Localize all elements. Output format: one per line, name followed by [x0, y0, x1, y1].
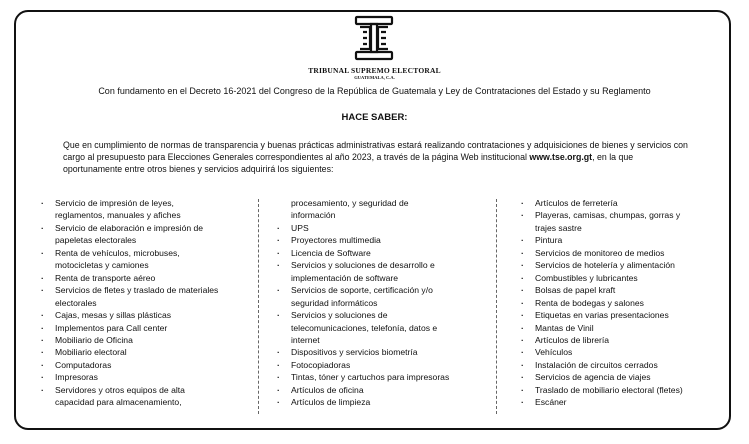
list-item: seguridad informáticos — [291, 297, 378, 308]
list-item: · Servicios de monitoreo de medios — [521, 247, 721, 259]
list-item: · Artículos de librería — [521, 334, 721, 346]
list-item: · Mobiliario electoral — [41, 346, 251, 358]
list-item: telecomunicaciones, telefonía, datos e — [291, 322, 438, 333]
list-item: motocicletas y camiones — [55, 260, 149, 271]
list-item: · UPS — [277, 222, 489, 234]
list-item: · Vehículos — [521, 346, 721, 358]
org-location: GUATEMALA, C.A. — [354, 75, 395, 80]
list-item: · Etiquetas en varias presentaciones — [521, 309, 721, 321]
list-item: · Tintas, tóner y cartuchos para impresoras — [277, 371, 489, 383]
list-item: capacidad para almacenamiento, — [55, 397, 182, 408]
items-column-3 — [521, 197, 721, 409]
list-item: papeletas electorales — [55, 235, 137, 246]
list-item: · Servicios y soluciones de — [277, 309, 489, 321]
list-item: · Pintura — [521, 234, 721, 246]
list-item: procesamiento, y seguridad de — [291, 198, 409, 208]
list-item: información — [291, 210, 336, 221]
list-item: · Playeras, camisas, chumpas, gorras y — [521, 209, 721, 221]
list-item: · Mantas de Vinil — [521, 322, 721, 334]
org-name: TRIBUNAL SUPREMO ELECTORAL — [308, 66, 441, 75]
list-item: · Licencia de Software — [277, 247, 489, 259]
list-item: trajes sastre — [535, 222, 582, 233]
list-item: reglamentos, manuales y afiches — [55, 210, 181, 221]
list-item: · Renta de transporte aéreo — [41, 272, 251, 284]
list-item: electorales — [55, 297, 97, 308]
list-item: · Computadoras — [41, 359, 251, 371]
column-divider — [258, 199, 259, 414]
list-item: · Impresoras — [41, 371, 251, 383]
list-item: · Instalación de circuitos cerrados — [521, 359, 721, 371]
intro-text: Con fundamento en el Decreto 16-2021 del Congreso de la República de Guatemala y Ley de Contrataciones del Estado y su Reglamento — [98, 86, 651, 96]
notice-paragraph — [63, 139, 693, 175]
list-item: · Servicios y soluciones de desarrollo e — [277, 259, 489, 271]
list-item: · Servidores y otros equipos de alta — [41, 384, 251, 396]
items-column-2 — [277, 197, 489, 409]
list-item: · Proyectores multimedia — [277, 234, 489, 246]
list-item: internet — [291, 334, 320, 345]
list-item: · Cajas, mesas y sillas plásticas — [41, 309, 251, 321]
list-item: · Artículos de oficina — [277, 384, 489, 396]
list-item: · Artículos de ferretería — [521, 197, 721, 209]
website-link[interactable]: www.tse.org.gt — [529, 152, 593, 162]
list-item: · Escáner — [521, 396, 721, 408]
list-item: · Dispositivos y servicios biometría — [277, 346, 489, 358]
list-item: · Servicio de elaboración e impresión de — [41, 222, 251, 234]
list-item: · Bolsas de papel kraft — [521, 284, 721, 296]
items-column-1 — [41, 197, 251, 409]
list-item: · Servicios de agencia de viajes — [521, 371, 721, 383]
list-item: · Renta de vehículos, microbuses, — [41, 247, 251, 259]
paragraph-text-before: Que en cumplimiento de normas de transparencia y buenas prácticas administrativas estará realizando contrataciones y adquisiciones de bienes y servicios con cargo al presupuesto para Elecciones Generales correspondientes al año 2023, a través de la página Web institucional — [63, 140, 688, 162]
notice-heading: HACE SABER: — [341, 112, 408, 123]
paragraph-text-after: , en la que oportunamente entre otros bienes y servicios adquirirá los siguientes: — [63, 152, 634, 174]
list-item: · Servicios de hotelería y alimentación — [521, 259, 721, 271]
tse-logo-icon — [352, 15, 396, 61]
list-item: · Mobiliario de Oficina — [41, 334, 251, 346]
list-item: · Implementos para Call center — [41, 322, 251, 334]
list-item: · Traslado de mobiliario electoral (fletes) — [521, 384, 721, 396]
list-item: · Servicio de impresión de leyes, — [41, 197, 251, 209]
list-item: · Renta de bodegas y salones — [521, 297, 721, 309]
column-divider — [496, 199, 497, 414]
list-item: · Artículos de limpieza — [277, 396, 489, 408]
list-item: · Combustibles y lubricantes — [521, 272, 721, 284]
list-item: · Servicios de fletes y traslado de materiales — [41, 284, 251, 296]
list-item: implementación de software — [291, 272, 398, 283]
list-item: · Servicios de soporte, certificación y/o — [277, 284, 489, 296]
list-item: · Fotocopiadoras — [277, 359, 489, 371]
